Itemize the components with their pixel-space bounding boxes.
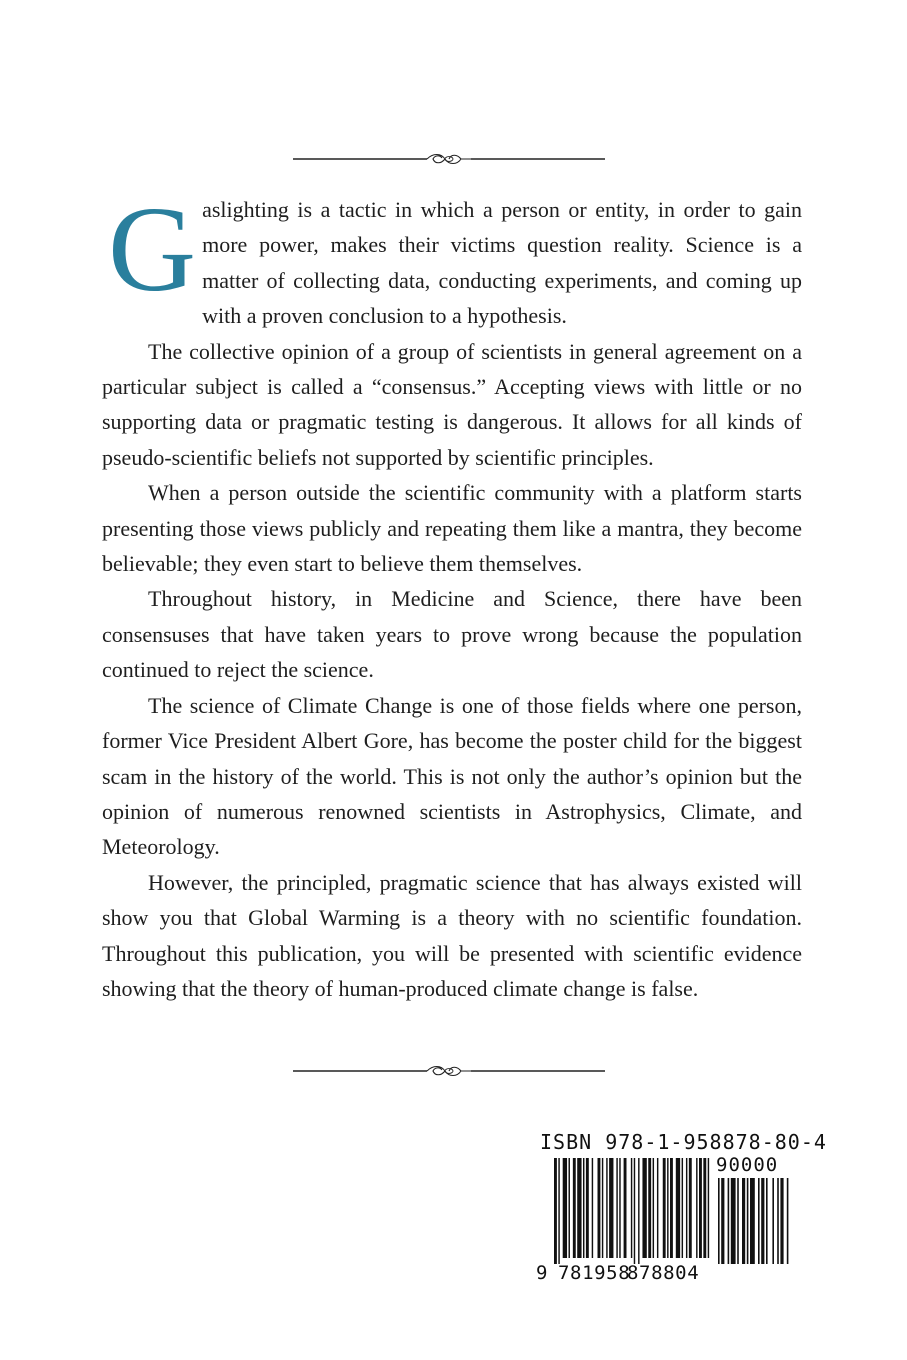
- barcode-bar: [682, 1158, 683, 1258]
- flourish-divider-icon: [293, 151, 605, 167]
- barcode-bar: [631, 1158, 632, 1258]
- paragraph-1-text: aslighting is a tactic in which a person or entity, in order to gain more power, makes their victims question reality. Science is a matter of collecting data, conducting experiments, and coming up with a proven conclusion to a hypothesis.: [202, 197, 802, 329]
- barcode-bar: [703, 1158, 706, 1258]
- paragraph-6: However, the principled, pragmatic science that has always existed will show you that Global Warming is a theory with no scientific foundation. Throughout this publication, you will be presented with scientific evidence showing that the theory of human-produced climate change is false.: [102, 869, 802, 1001]
- ean-left-digits: 781958: [558, 1262, 631, 1284]
- drop-cap-letter: G: [108, 182, 197, 317]
- isbn-label: ISBN 978-1-958878-80-4: [540, 1130, 827, 1154]
- barcode-bar: [676, 1158, 680, 1258]
- barcode-bar: [648, 1158, 651, 1258]
- bottom-ornamental-divider: [293, 1063, 605, 1079]
- barcode-bar: [731, 1178, 736, 1264]
- barcode-bar: [554, 1158, 557, 1264]
- barcode-bar: [721, 1178, 724, 1264]
- barcode-bar: [619, 1158, 620, 1258]
- barcode-bar: [742, 1178, 745, 1264]
- back-cover-text: [102, 182, 802, 1006]
- barcode-bar: [624, 1158, 627, 1258]
- paragraph-1: [102, 182, 802, 334]
- barcode-bar: [777, 1178, 779, 1264]
- barcode-bar: [642, 1158, 646, 1258]
- barcode-bar: [708, 1158, 709, 1258]
- flourish-divider-icon: [293, 1063, 605, 1079]
- barcode-bar: [737, 1178, 739, 1264]
- barcode-bar: [772, 1178, 774, 1264]
- barcode-bar: [699, 1158, 702, 1258]
- barcode-bar: [750, 1178, 755, 1264]
- ean-right-digits: 878804: [627, 1262, 700, 1284]
- paragraph-2: The collective opinion of a group of scientists in general agreement on a particular subject is called a “consensus.” Accepting views with little or no supporting data or pragmatic testing is dangerous. It allows for all kinds of pseudo-scientific beliefs not supported by scientific principles.: [102, 338, 802, 470]
- barcode-bar: [663, 1158, 666, 1258]
- barcode-bar: [569, 1158, 570, 1258]
- barcode-bar: [787, 1178, 789, 1264]
- barcode-bar: [563, 1158, 567, 1258]
- top-ornamental-divider: [293, 151, 605, 167]
- barcode-bar: [657, 1158, 658, 1258]
- barcode-bar: [761, 1178, 764, 1264]
- barcode-bar: [689, 1158, 692, 1258]
- barcode-bar: [766, 1178, 768, 1264]
- barcode-bar: [592, 1158, 593, 1258]
- paragraph-4: Throughout history, in Medicine and Science, there have been consensuses that have taken years to prove wrong because the population continued to reject the science.: [102, 586, 802, 683]
- barcode-bar: [602, 1158, 603, 1258]
- barcode-bar: [598, 1158, 601, 1258]
- barcode-bar: [606, 1158, 607, 1258]
- barcode-bar: [686, 1158, 687, 1258]
- barcode-bar: [718, 1178, 720, 1264]
- barcode-bar: [558, 1158, 559, 1264]
- barcode-bar: [638, 1158, 639, 1264]
- barcode-bar: [667, 1158, 668, 1258]
- barcode-bar: [609, 1158, 613, 1258]
- paragraph-5: The science of Climate Change is one of those fields where one person, former Vice President Albert Gore, has become the poster child for the biggest scam in the history of the world. This is not only the author’s opinion but the opinion of numerous renowned scientists in Astrophysics, Climate, and Meteorology.: [102, 692, 802, 860]
- barcode-bar: [573, 1158, 576, 1258]
- paragraph-3: When a person outside the scientific community with a platform starts presenting those views publicly and repeating them like a mantra, they become believable; they even start to believe them themselves.: [102, 480, 802, 577]
- barcode-bar: [747, 1178, 749, 1264]
- barcode-bar: [586, 1158, 589, 1258]
- barcode-bar: [758, 1178, 760, 1264]
- price-addon-code: 90000: [716, 1154, 779, 1176]
- barcode-bar: [728, 1178, 730, 1264]
- barcode-bar: [616, 1158, 617, 1258]
- barcode-bar: [583, 1158, 584, 1258]
- barcode-bar: [670, 1158, 673, 1258]
- isbn-barcode: [532, 1130, 827, 1286]
- barcode-bar: [634, 1158, 635, 1264]
- barcode-bar: [653, 1158, 654, 1258]
- barcode-bar: [696, 1158, 697, 1258]
- barcode-bars-icon: [532, 1152, 800, 1264]
- ean-first-digit: 9: [536, 1262, 548, 1284]
- barcode-bar: [577, 1158, 581, 1258]
- barcode-bar: [780, 1178, 783, 1264]
